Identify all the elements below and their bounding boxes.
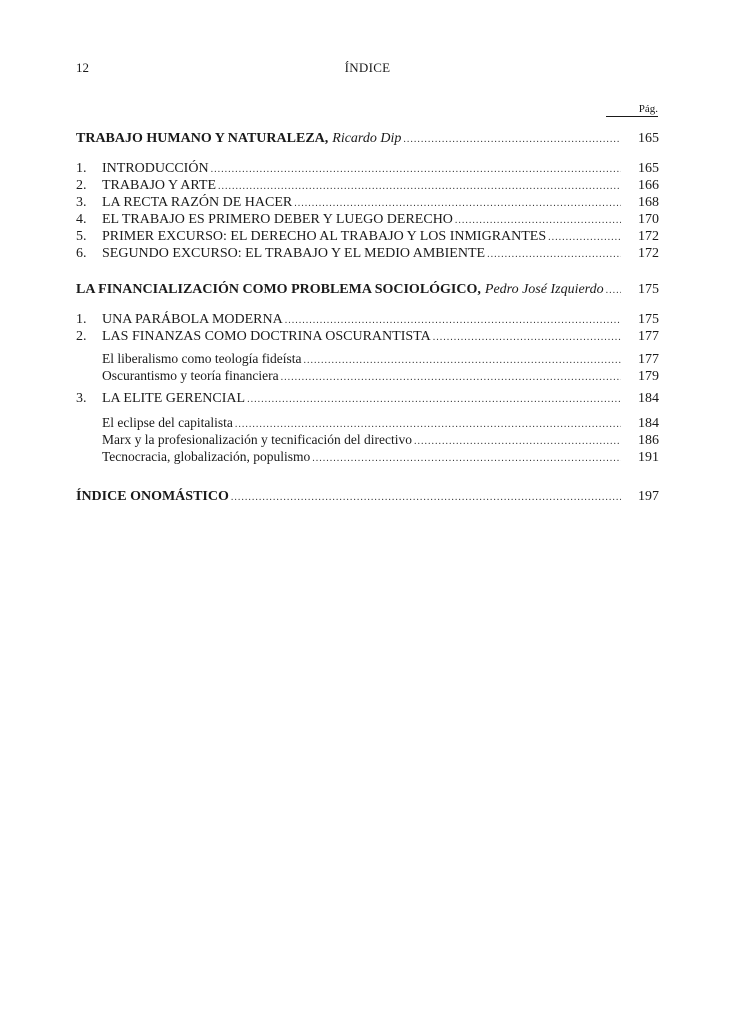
subentry-title: Tecnocracia, globalización, populismo [102, 449, 311, 464]
dot-leader [303, 352, 621, 369]
page-ref: 170 [638, 212, 659, 227]
entry-number: 6. [76, 246, 87, 261]
dot-leader [433, 329, 621, 346]
entry-number: 3. [76, 195, 87, 210]
toc-entry [76, 194, 659, 211]
section-title: LA FINANCIALIZACIÓN COMO PROBLEMA SOCIOLÓGICO, [76, 282, 481, 297]
entry-number: 3. [76, 391, 87, 406]
entry-number: 5. [76, 229, 87, 244]
toc-part-2-list [76, 311, 659, 345]
dot-leader [247, 391, 621, 408]
section-author: Ricardo Dip [332, 131, 402, 146]
toc-section-heading [76, 130, 659, 147]
entry-title: LA ELITE GERENCIAL [102, 391, 246, 406]
toc-subentry [76, 431, 659, 448]
section-title: ÍNDICE ONOMÁSTICO [76, 489, 229, 504]
toc-entry [76, 228, 659, 245]
toc-entry [76, 328, 659, 345]
toc-part-1-list [76, 160, 659, 262]
toc-section-1 [76, 130, 659, 147]
entry-number: 1. [76, 161, 87, 176]
page-column-label: Pág. [606, 103, 658, 117]
dot-leader [312, 450, 621, 467]
page-ref: 191 [638, 450, 659, 465]
toc-part-3-list [76, 390, 659, 407]
dot-leader [281, 369, 621, 386]
entry-title: LA RECTA RAZÓN DE HACER [102, 195, 293, 210]
toc-subentry [76, 367, 659, 384]
entry-number: 2. [76, 329, 87, 344]
page-ref: 177 [638, 329, 659, 344]
page-ref: 179 [638, 369, 659, 384]
entry-title: EL TRABAJO ES PRIMERO DEBER Y LUEGO DERECHO [102, 212, 453, 227]
dot-leader [211, 161, 621, 178]
toc-subentry [76, 448, 659, 465]
dot-leader [455, 212, 621, 229]
toc-entry [76, 177, 659, 194]
toc-subentry [76, 350, 659, 367]
toc-entry [76, 311, 659, 328]
toc-section-3 [76, 488, 659, 505]
page-ref: 184 [638, 416, 659, 431]
page-ref: 172 [638, 246, 659, 261]
toc-subentry [76, 414, 659, 431]
toc-part-2-subentries [76, 350, 659, 384]
page-ref: 197 [638, 489, 659, 504]
entry-number: 2. [76, 178, 87, 193]
subentry-title: Oscurantismo y teoría financiera [102, 368, 279, 383]
toc-section-heading [76, 281, 659, 298]
entry-title: LAS FINANZAS COMO DOCTRINA OSCURANTISTA [102, 329, 431, 344]
page-ref: 172 [638, 229, 659, 244]
subentry-title: El liberalismo como teología fideísta [102, 351, 302, 366]
subentry-title: Marx y la profesionalización y tecnificación del directivo [102, 432, 412, 447]
running-head: ÍNDICE [344, 60, 391, 75]
entry-title: PRIMER EXCURSO: EL DERECHO AL TRABAJO Y LOS INMIGRANTES [102, 229, 547, 244]
page-ref: 168 [638, 195, 659, 210]
page-ref: 175 [638, 282, 659, 297]
page-number: 12 [76, 60, 89, 75]
toc-entry [76, 390, 659, 407]
toc-part-3-subentries [76, 414, 659, 465]
dot-leader [606, 282, 621, 299]
dot-leader [285, 312, 621, 329]
page-ref: 184 [638, 391, 659, 406]
dot-leader [231, 489, 621, 506]
entry-title: SEGUNDO EXCURSO: EL TRABAJO Y EL MEDIO AMBIENTE [102, 246, 486, 261]
dot-leader [403, 131, 621, 148]
page-ref: 165 [638, 131, 659, 146]
subentry-title: El eclipse del capitalista [102, 415, 233, 430]
page-ref: 165 [638, 161, 659, 176]
toc-entry [76, 245, 659, 262]
toc-section-2 [76, 281, 659, 298]
dot-leader [414, 433, 621, 450]
dot-leader [548, 229, 621, 246]
entry-title: INTRODUCCIÓN [102, 161, 209, 176]
toc-entry [76, 211, 659, 228]
dot-leader [294, 195, 621, 212]
entry-number: 1. [76, 312, 87, 327]
page-ref: 186 [638, 433, 659, 448]
toc-entry [76, 160, 659, 177]
entry-title: UNA PARÁBOLA MODERNA [102, 312, 283, 327]
page-ref: 177 [638, 352, 659, 367]
toc-section-heading [76, 488, 659, 505]
dot-leader [487, 246, 621, 263]
page-ref: 175 [638, 312, 659, 327]
section-author: Pedro José Izquierdo [484, 282, 604, 297]
section-title: TRABAJO HUMANO Y NATURALEZA, [76, 131, 329, 146]
entry-number: 4. [76, 212, 87, 227]
entry-title: TRABAJO Y ARTE [102, 178, 217, 193]
page-ref: 166 [638, 178, 659, 193]
dot-leader [218, 178, 621, 195]
